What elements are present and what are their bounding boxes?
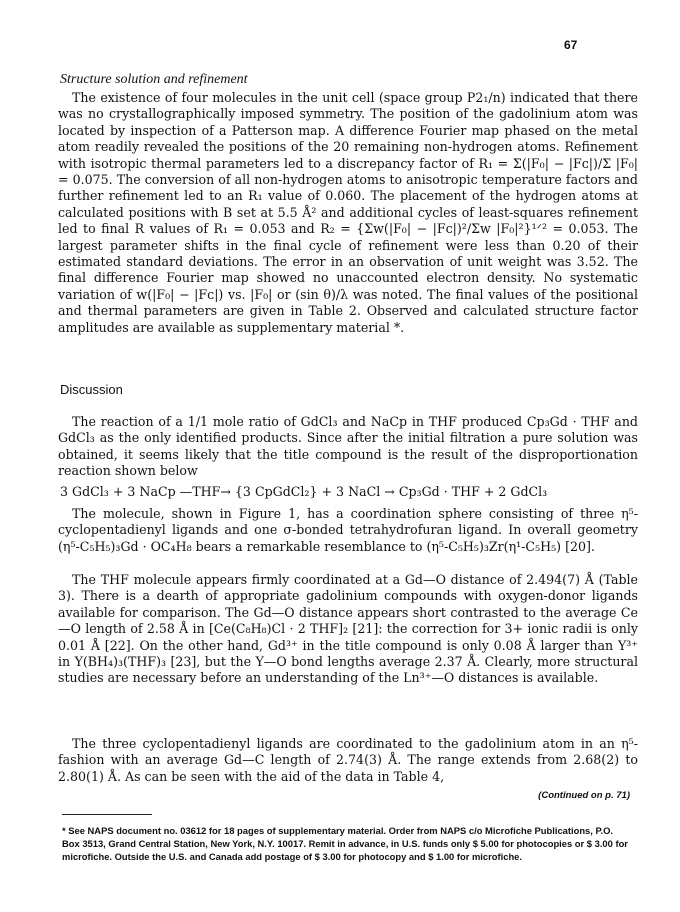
discussion-paragraph-2 [58, 506, 638, 555]
discussion-paragraph-1 [58, 414, 638, 480]
structure-paragraph [58, 90, 638, 336]
section-heading-structure: Structure solution and refinement [60, 72, 248, 87]
discussion-paragraph-4 [58, 736, 638, 785]
continued-note: (Continued on p. 71) [538, 790, 630, 801]
discussion-text-2: The molecule, shown in Figure 1, has a coordination sphere consisting of three η⁵-cyclopentadienyl ligands and one σ-bonded tetrahydrofuran ligand. In overall geometry (η⁵-C₅H₅)₃Gd · OC₄H₈ bears a remarkable resemblance to (η⁵-C₅H₅)₃Zr(η¹-C₅H₅) [20]. [58, 506, 638, 554]
discussion-text-4: The three cyclopentadienyl ligands are coordinated to the gadolinium atom in an η⁵-fashion with an average Gd—C length of 2.74(3) Å. The range extends from 2.68(2) to 2.80(1) Å. As can be seen with the aid of the data in Table 4, [58, 736, 638, 784]
footnote: * See NAPS document no. 03612 for 18 pages of supplementary material. Order from NAPS c/o Microfiche Publications, P.O. Box 3513, Grand Central Station, New York, N.Y. 10017. Remit in advance, in U.S. funds only $ 5.00 for photocopies or $ 3.00 for microfiche. Outside the U.S. and Canada add postage of $ 3.00 for photocopy and $ 1.00 for microfiche. [62, 825, 628, 862]
footnote-rule [62, 814, 152, 815]
discussion-text-1: The reaction of a 1/1 mole ratio of GdCl₃ and NaCp in THF produced Cp₃Gd · THF and GdCl₃ as the only identified products. Since after the initial filtration a pure solution was obtained, it seems likely that the title compound is the result of the disproportionation reaction shown below [58, 414, 638, 479]
section-heading-discussion: Discussion [60, 382, 123, 397]
discussion-text-3: The THF molecule appears firmly coordinated at a Gd—O distance of 2.494(7) Å (Table 3). There is a dearth of appropriate gadolinium compounds with oxygen-donor ligands available for comparison. The Gd—O distance appears short contrasted to the average Ce—O length of 2.58 Å in [Ce(C₈H₈)Cl · 2 THF]₂ [21]: the correction for 3+ ionic radii is only 0.01 Å [22]. On the other hand, Gd³⁺ in the title compound is only 0.08 Å larger than Y³⁺ in Y(BH₄)₃(THF)₃ [23], but the Y—O bond lengths average 2.37 Å. Clearly, more structural studies are necessary before an understanding of the Ln³⁺—O distances is available. [58, 572, 638, 686]
page-number: 67 [564, 38, 578, 52]
structure-text: The existence of four molecules in the unit cell (space group P2₁/n) indicated that there was no crystallographically imposed symmetry. The position of the gadolinium atom was located by inspection of a Patterson map. A difference Fourier map phased on the metal atom readily revealed the positions of the 20 remaining non-hydrogen atoms. Refinement with isotropic thermal parameters led to a discrepancy factor of R₁ = Σ(|F₀| − |Fᴄ|)/Σ |F₀| = 0.075. The conversion of all non-hydrogen atoms to anisotropic temperature factors and further refinement led to an R₁ value of 0.060. The placement of the hydrogen atoms at calculated positions with B set at 5.5 Å² and additional cycles of least-squares refinement led to final R values of R₁ = 0.053 and R₂ = {Σw(|F₀| − |Fᴄ|)²/Σw |F₀|²}¹ᐟ² = 0.053. The largest parameter shifts in the final cycle of refinement were less than 0.20 of their estimated standard deviations. The error in an observation of unit weight was 3.52. The final difference Fourier map showed no unaccounted electron density. No systematic variation of w(|F₀| − |Fᴄ|) vs. |F₀| or (sin θ)/λ was noted. The final values of the positional and thermal parameters are given in Table 2. Observed and calculated structure factor amplitudes are available as supplementary material *. [58, 90, 638, 335]
discussion-paragraph-3 [58, 572, 638, 687]
reaction-equation: 3 GdCl₃ + 3 NaCp —THF→ {3 CpGdCl₂} + 3 NaCl → Cp₃Gd · THF + 2 GdCl₃ [60, 484, 548, 499]
